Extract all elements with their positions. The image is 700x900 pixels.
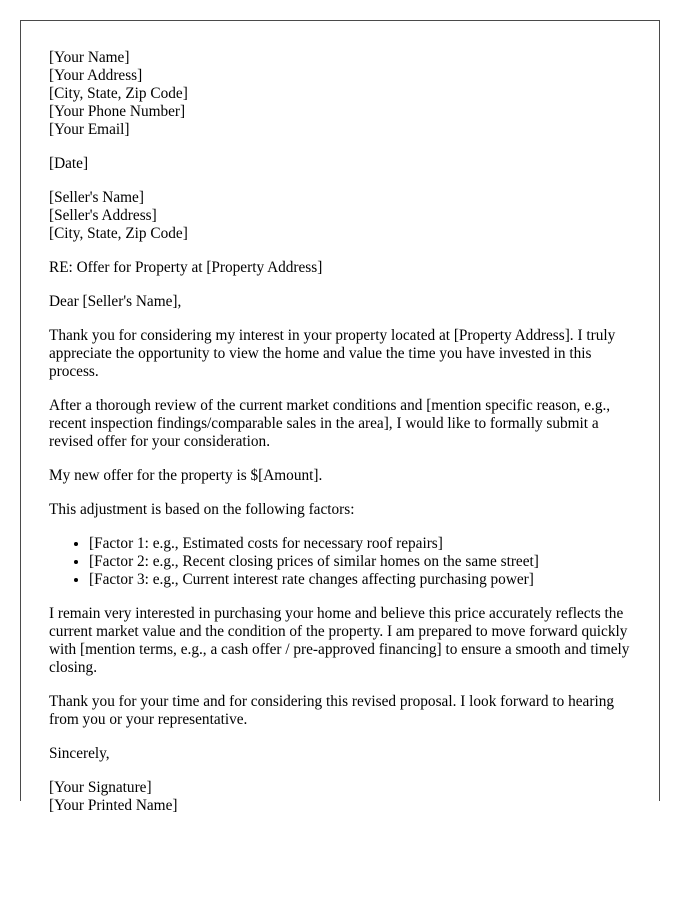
body-paragraph-2: After a thorough review of the current market conditions and [mention specific reason, e.g., recent inspection findings/comparable sales in the area], I would like to formally submit a revised offer for your consideration. (49, 397, 611, 450)
recipient-address: [Seller's Address] (49, 207, 157, 224)
salutation: Dear [Seller's Name], (49, 293, 182, 310)
recipient-block (49, 189, 634, 243)
list-item: • [Factor 3: e.g., Current interest rate changes affecting purchasing power] (89, 571, 634, 589)
sender-name: [Your Name] (49, 49, 130, 66)
letter-date: [Date] (49, 155, 89, 172)
factors-intro: This adjustment is based on the following factors: (49, 501, 355, 518)
sender-address: [Your Address] (49, 67, 143, 84)
printed-name: [Your Printed Name] (49, 797, 178, 814)
sender-email: [Your Email] (49, 121, 130, 138)
signature: [Your Signature] (49, 779, 152, 796)
factors-list (49, 535, 634, 589)
offer-amount-paragraph: My new offer for the property is $[Amount]. (49, 467, 323, 484)
subject-line: RE: Offer for Property at [Property Address] (49, 259, 323, 276)
letter-content (49, 49, 634, 815)
sender-block (49, 49, 634, 139)
closing: Sincerely, (49, 745, 110, 762)
recipient-city-state-zip: [City, State, Zip Code] (49, 225, 188, 242)
list-item: • [Factor 2: e.g., Recent closing prices of similar homes on the same street] (89, 553, 634, 571)
sender-city-state-zip: [City, State, Zip Code] (49, 85, 188, 102)
body-paragraph-1: Thank you for considering my interest in your property located at [Property Address]. I truly appreciate the opportunity to view the home and value the time you have invested in this process. (49, 327, 616, 380)
sender-phone: [Your Phone Number] (49, 103, 186, 120)
recipient-name: [Seller's Name] (49, 189, 144, 206)
body-paragraph-6: Thank you for your time and for considering this revised proposal. I look forward to hearing from you or your representative. (49, 693, 614, 728)
letter-page (20, 20, 660, 814)
body-paragraph-5: I remain very interested in purchasing your home and believe this price accurately reflects the current market value and the condition of the property. I am prepared to move forward quickly with [mention terms, e.g., a cash offer / pre-approved financing] to ensure a smooth and timely closing. (49, 605, 630, 676)
list-item: • [Factor 1: e.g., Estimated costs for necessary roof repairs] (89, 535, 634, 553)
signature-block (49, 779, 634, 815)
